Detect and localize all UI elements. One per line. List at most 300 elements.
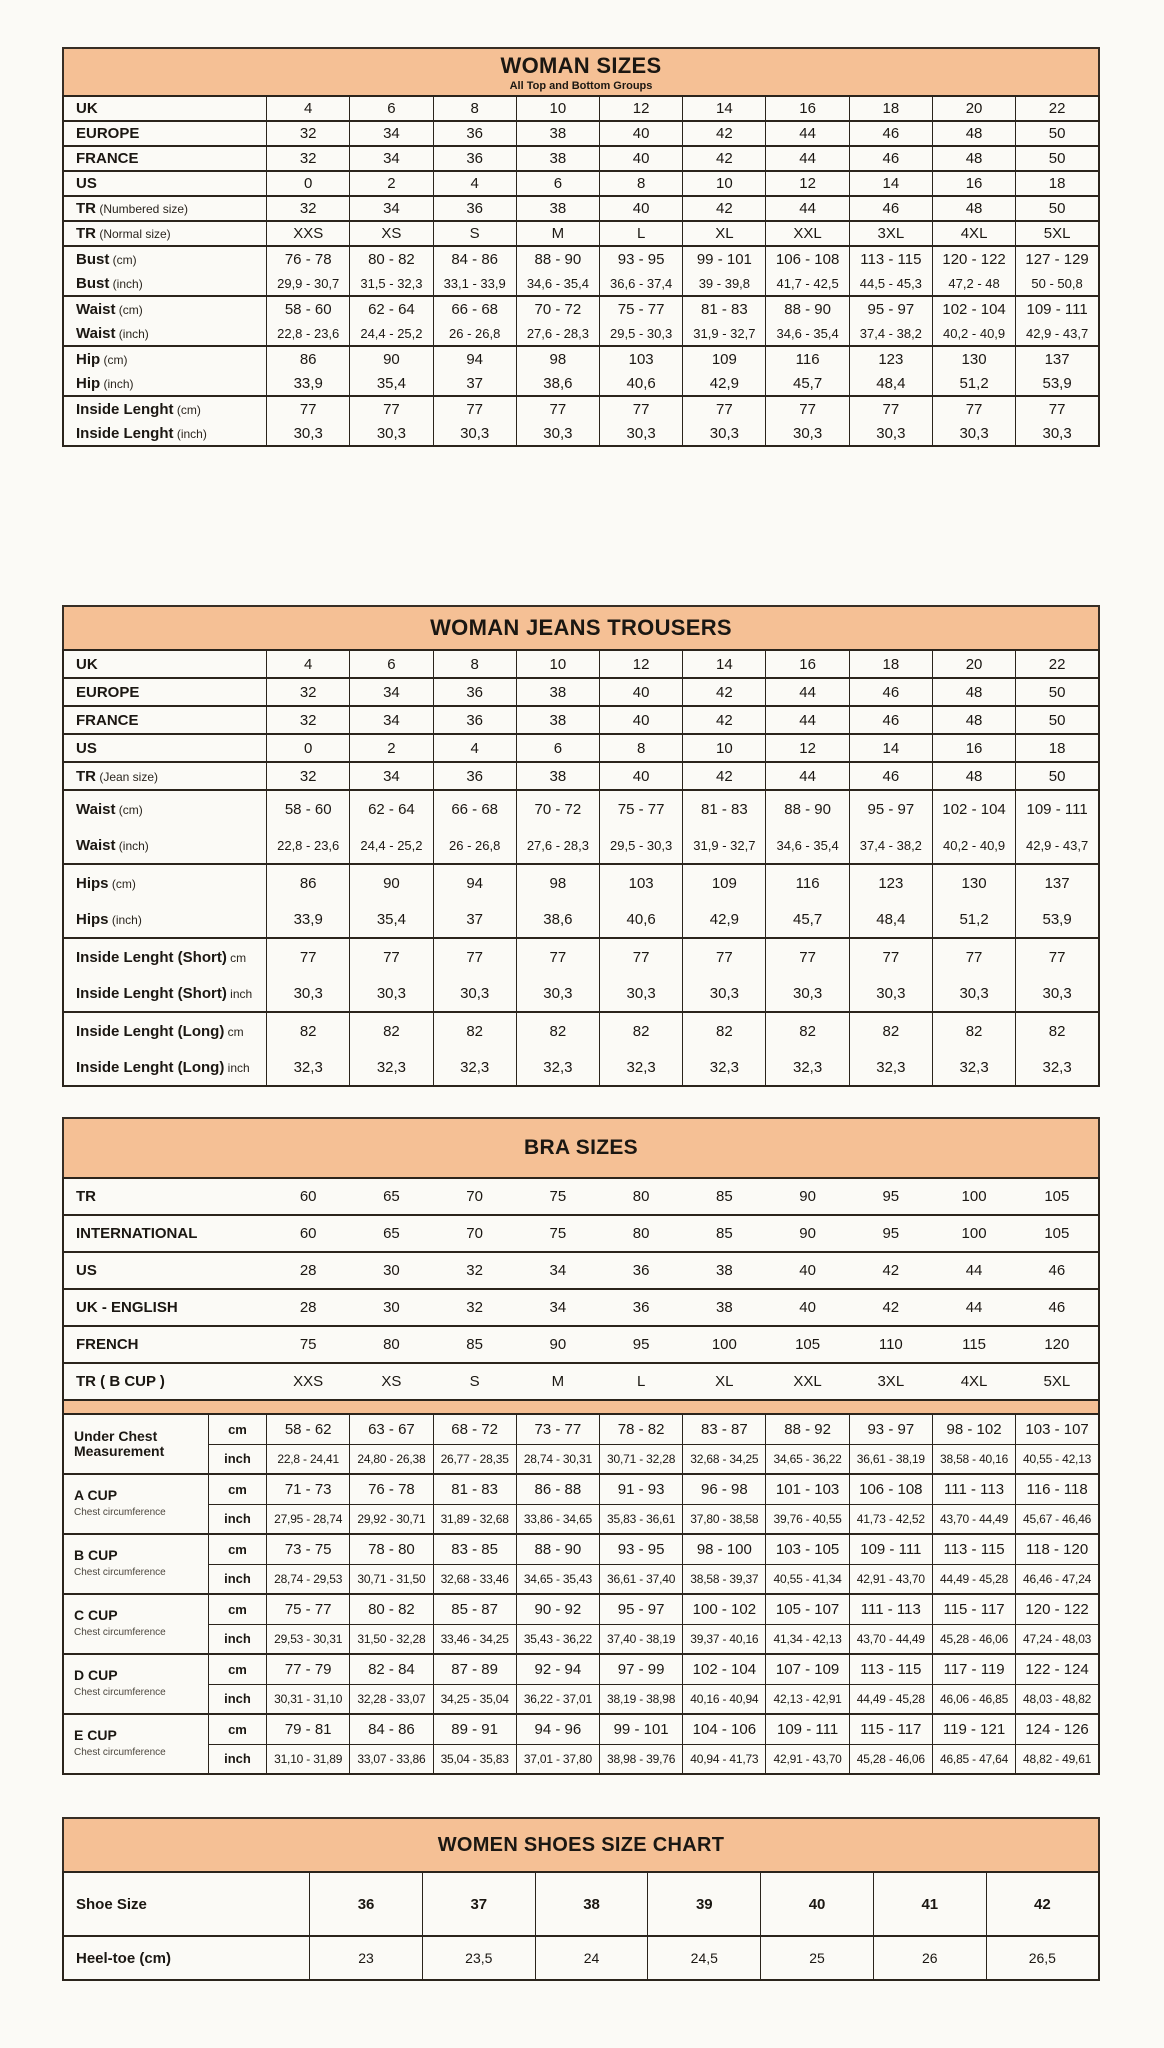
table-row	[63, 371, 1099, 396]
table-cell: 77	[267, 938, 350, 975]
table-cell: 93 - 95	[600, 1534, 683, 1564]
table-cell: 6	[350, 96, 433, 121]
table-row	[63, 827, 1099, 864]
table-cell: 42	[683, 762, 766, 790]
row-label-note: (Normal size)	[96, 227, 171, 241]
woman-sizes-grid	[62, 95, 1100, 447]
table-cell: 85	[683, 1178, 766, 1215]
row-label-note: (cm)	[115, 302, 143, 317]
table-cell: 46	[1016, 1289, 1099, 1326]
table-cell: 37	[433, 371, 516, 396]
table-cell: 6	[516, 171, 599, 196]
table-cell: 39 - 39,8	[683, 271, 766, 296]
table-row	[63, 1624, 1099, 1654]
table-row	[63, 296, 1099, 321]
table-cell: 36,6 - 37,4	[600, 271, 683, 296]
row-label	[63, 1474, 208, 1534]
table-cell: 80 - 82	[350, 1594, 433, 1624]
table-cell: 36	[433, 196, 516, 221]
table-cell: 90 - 92	[516, 1594, 599, 1624]
row-label-text: Shoe Size	[76, 1895, 147, 1913]
row-label-text: Inside Lenght (Long)	[76, 1058, 225, 1076]
row-label-text: Waist	[76, 324, 116, 342]
table-cell: 93 - 95	[600, 246, 683, 271]
table-cell: 123	[849, 864, 932, 901]
table-cell: 38	[535, 1872, 648, 1936]
unit-label: inch	[208, 1684, 266, 1714]
table-cell: 36,22 - 37,01	[516, 1684, 599, 1714]
row-label-note: Chest circumference	[74, 1567, 166, 1578]
row-label-text: C CUP	[74, 1607, 118, 1623]
table-cell: 44,49 - 45,28	[932, 1564, 1015, 1594]
table-cell: 84 - 86	[433, 246, 516, 271]
table-cell: 68 - 72	[433, 1414, 516, 1444]
table-cell: 137	[1016, 864, 1099, 901]
table-cell: 27,95 - 28,74	[267, 1504, 350, 1534]
table-cell: 38	[516, 196, 599, 221]
table-cell: 32,3	[766, 1049, 849, 1086]
table-cell: 124 - 126	[1016, 1714, 1099, 1744]
table-cell: 77	[766, 938, 849, 975]
row-label-text: UK - ENGLISH	[76, 1299, 178, 1316]
table-cell: 36	[433, 762, 516, 790]
table-cell: 77 - 79	[267, 1654, 350, 1684]
table-cell: 32	[433, 1289, 516, 1326]
table-cell: XL	[683, 1363, 766, 1400]
unit-label: cm	[208, 1474, 266, 1504]
table-cell: 81 - 83	[433, 1474, 516, 1504]
table-cell: 45,28 - 46,06	[849, 1744, 932, 1774]
table-cell: 10	[683, 171, 766, 196]
row-label-note: (inch)	[108, 912, 142, 927]
row-label-text: US	[76, 739, 97, 757]
table-cell: 103 - 105	[766, 1534, 849, 1564]
table-cell: 48,82 - 49,61	[1016, 1744, 1099, 1774]
table-cell: 42	[986, 1872, 1099, 1936]
table-cell: 86	[267, 864, 350, 901]
table-cell: 3XL	[849, 221, 932, 246]
row-label-text: FRANCE	[76, 150, 139, 167]
table-cell: 120 - 122	[932, 246, 1015, 271]
table-cell: 96 - 98	[683, 1474, 766, 1504]
table-cell: 24,80 - 26,38	[350, 1444, 433, 1474]
row-label	[63, 1049, 267, 1086]
table-cell: 116 - 118	[1016, 1474, 1099, 1504]
table-cell: 32,3	[932, 1049, 1015, 1086]
table-cell: 50	[1016, 706, 1099, 734]
table-cell: 33,07 - 33,86	[350, 1744, 433, 1774]
table-cell: XXS	[267, 1363, 350, 1400]
table-cell: 32,68 - 33,46	[433, 1564, 516, 1594]
table-cell: 40,6	[600, 371, 683, 396]
table-cell: 18	[849, 96, 932, 121]
table-cell: 100	[932, 1215, 1015, 1252]
table-cell: 27,6 - 28,3	[516, 827, 599, 864]
table-cell: 80	[600, 1215, 683, 1252]
table-cell: 39,76 - 40,55	[766, 1504, 849, 1534]
table-cell: 30,3	[1016, 421, 1099, 446]
table-cell: 37	[433, 901, 516, 938]
table-cell: 34,6 - 35,4	[766, 827, 849, 864]
table-cell: 30,3	[267, 975, 350, 1012]
table-cell: 26 - 26,8	[433, 321, 516, 346]
table-cell: 4XL	[932, 1363, 1015, 1400]
row-label	[63, 1594, 208, 1654]
table-cell: 95	[849, 1178, 932, 1215]
table-cell: 99 - 101	[683, 246, 766, 271]
table-cell: 34	[350, 146, 433, 171]
table-cell: 31,5 - 32,3	[350, 271, 433, 296]
table-cell: 4	[267, 650, 350, 678]
table-cell: 38	[683, 1289, 766, 1326]
row-label-note: (inch)	[115, 838, 149, 853]
row-label-text: INTERNATIONAL	[76, 1225, 198, 1242]
row-label	[63, 706, 267, 734]
table-cell: 34,6 - 35,4	[766, 321, 849, 346]
table-cell: 35,83 - 36,61	[600, 1504, 683, 1534]
table-cell: 40	[600, 121, 683, 146]
table-title: WOMAN SIZES	[500, 52, 662, 78]
table-cell: 34	[516, 1289, 599, 1326]
divider-row	[63, 1400, 1099, 1414]
table-cell: 75	[516, 1178, 599, 1215]
table-cell: 45,28 - 46,06	[932, 1624, 1015, 1654]
table-cell: 82	[1016, 1012, 1099, 1049]
table-cell: 48	[932, 706, 1015, 734]
row-label	[63, 1714, 208, 1774]
table-cell: 46	[849, 762, 932, 790]
table-cell: 116	[766, 864, 849, 901]
table-cell: 33,1 - 33,9	[433, 271, 516, 296]
table-cell: 37,4 - 38,2	[849, 321, 932, 346]
table-cell: 40,2 - 40,9	[932, 827, 1015, 864]
row-label-text: Inside Lenght	[76, 424, 174, 442]
table-cell: 41,7 - 42,5	[766, 271, 849, 296]
table-cell: 62 - 64	[350, 790, 433, 827]
table-cell: 82	[516, 1012, 599, 1049]
table-cell: 94	[433, 864, 516, 901]
table-cell: 31,10 - 31,89	[267, 1744, 350, 1774]
table-cell: 5XL	[1016, 221, 1099, 246]
table-cell: 95	[849, 1215, 932, 1252]
row-label	[63, 196, 267, 221]
row-label-note: cm	[226, 950, 247, 965]
bra-sizes-grid	[62, 1177, 1100, 1775]
table-cell: 51,2	[932, 371, 1015, 396]
table-cell: 38,19 - 38,98	[600, 1684, 683, 1714]
table-cell: 77	[766, 396, 849, 421]
table-cell: 14	[683, 96, 766, 121]
table-cell: 95	[600, 1326, 683, 1363]
row-label	[63, 762, 267, 790]
table-cell: 103	[600, 346, 683, 371]
table-cell: 30,3	[849, 421, 932, 446]
table-cell: 34	[350, 196, 433, 221]
unit-label: cm	[208, 1714, 266, 1744]
table-cell: 111 - 113	[932, 1474, 1015, 1504]
row-label-note: (inch)	[109, 276, 143, 291]
table-cell: 48	[932, 121, 1015, 146]
table-cell: 82	[433, 1012, 516, 1049]
row-label-note: (inch)	[100, 376, 134, 391]
table-cell: 94 - 96	[516, 1714, 599, 1744]
table-cell: 23	[310, 1936, 423, 1980]
table-cell: 38,58 - 40,16	[932, 1444, 1015, 1474]
table-cell: 94	[433, 346, 516, 371]
table-cell: 109 - 111	[1016, 790, 1099, 827]
table-cell: 82	[683, 1012, 766, 1049]
table-cell: 44	[766, 196, 849, 221]
shoes-grid	[62, 1871, 1100, 1981]
table-cell: 32,3	[433, 1049, 516, 1086]
table-cell: 78 - 82	[600, 1414, 683, 1444]
row-label	[63, 121, 267, 146]
table-cell: 30,3	[600, 421, 683, 446]
table-cell: 32,3	[683, 1049, 766, 1086]
table-cell: 27,6 - 28,3	[516, 321, 599, 346]
row-label-text: US	[76, 1262, 97, 1279]
unit-label: cm	[208, 1594, 266, 1624]
table-cell: 103	[600, 864, 683, 901]
bra-sizes-table	[62, 1117, 1100, 1775]
table-row	[63, 678, 1099, 706]
table-cell: 48	[932, 196, 1015, 221]
table-cell: 42	[683, 706, 766, 734]
table-cell: 70	[433, 1215, 516, 1252]
unit-label: inch	[208, 1564, 266, 1594]
table-cell: 43,70 - 44,49	[849, 1624, 932, 1654]
table-row	[63, 1534, 1099, 1564]
table-cell: 37	[422, 1872, 535, 1936]
table-cell: 46,46 - 47,24	[1016, 1564, 1099, 1594]
row-label	[63, 146, 267, 171]
table-cell: 29,5 - 30,3	[600, 321, 683, 346]
row-label-text: US	[76, 175, 97, 192]
table-cell: 37,4 - 38,2	[849, 827, 932, 864]
table-cell: 90	[516, 1326, 599, 1363]
table-cell: 106 - 108	[849, 1474, 932, 1504]
table-cell: 95 - 97	[600, 1594, 683, 1624]
table-cell: 18	[1016, 171, 1099, 196]
table-cell: 50	[1016, 146, 1099, 171]
table-cell: 75 - 77	[600, 790, 683, 827]
table-cell: 30	[350, 1289, 433, 1326]
table-cell: 34,25 - 35,04	[433, 1684, 516, 1714]
table-cell: 12	[600, 96, 683, 121]
row-label-text: Hip	[76, 350, 101, 368]
row-label	[63, 1363, 267, 1400]
table-cell: 75	[267, 1326, 350, 1363]
table-cell: 44,5 - 45,3	[849, 271, 932, 296]
table-cell: 66 - 68	[433, 296, 516, 321]
table-cell: 82	[350, 1012, 433, 1049]
table-cell: 41	[873, 1872, 986, 1936]
table-cell: 42	[683, 196, 766, 221]
unit-label: cm	[208, 1534, 266, 1564]
table-cell: 100	[683, 1326, 766, 1363]
row-label-text: TR ( B CUP )	[76, 1373, 165, 1390]
table-cell: 77	[433, 396, 516, 421]
table-cell: 88 - 92	[766, 1414, 849, 1444]
row-label-note: (cm)	[109, 252, 137, 267]
table-cell: 38,98 - 39,76	[600, 1744, 683, 1774]
table-cell: 70 - 72	[516, 296, 599, 321]
table-cell: 30,3	[1016, 975, 1099, 1012]
table-cell: 88 - 90	[766, 296, 849, 321]
table-cell: 18	[1016, 734, 1099, 762]
table-cell: 26,77 - 28,35	[433, 1444, 516, 1474]
table-cell: 85	[683, 1215, 766, 1252]
table-row	[63, 901, 1099, 938]
bra-sizes-rows	[63, 1178, 1099, 1774]
row-label	[63, 1252, 267, 1289]
table-cell: 77	[267, 396, 350, 421]
table-cell: 35,4	[350, 901, 433, 938]
table-cell: 40	[766, 1289, 849, 1326]
table-cell: 0	[267, 171, 350, 196]
table-cell: 86 - 88	[516, 1474, 599, 1504]
table-cell: 113 - 115	[849, 1654, 932, 1684]
table-cell: 50	[1016, 196, 1099, 221]
table-cell: 30,3	[766, 421, 849, 446]
table-cell: 4	[267, 96, 350, 121]
table-cell: 12	[766, 734, 849, 762]
table-cell: 34,65 - 35,43	[516, 1564, 599, 1594]
row-label-text: Inside Lenght	[76, 400, 174, 418]
table-cell: 40	[600, 146, 683, 171]
table-cell: 77	[350, 938, 433, 975]
row-label-text: EUROPE	[76, 125, 140, 142]
table-cell: XS	[350, 1363, 433, 1400]
table-cell: 50	[1016, 762, 1099, 790]
row-label-text: TR	[76, 200, 96, 217]
table-cell: 0	[267, 734, 350, 762]
table-cell: 37,40 - 38,19	[600, 1624, 683, 1654]
table-cell: 42,9 - 43,7	[1016, 827, 1099, 864]
row-label	[63, 827, 267, 864]
table-cell: 26,5	[986, 1936, 1099, 1980]
table-cell: 107 - 109	[766, 1654, 849, 1684]
table-row	[63, 975, 1099, 1012]
table-row	[63, 1363, 1099, 1400]
table-cell: 36	[600, 1252, 683, 1289]
table-cell: 10	[683, 734, 766, 762]
row-label-text: FRANCE	[76, 711, 139, 729]
table-cell: 127 - 129	[1016, 246, 1099, 271]
table-cell: 47,24 - 48,03	[1016, 1624, 1099, 1654]
table-cell: 14	[849, 734, 932, 762]
table-row	[63, 1714, 1099, 1744]
table-cell: 130	[932, 864, 1015, 901]
row-label-text: UK	[76, 655, 98, 673]
table-cell: 44	[766, 762, 849, 790]
table-cell: 16	[766, 96, 849, 121]
table-cell: 6	[350, 650, 433, 678]
table-cell: 22	[1016, 650, 1099, 678]
table-cell: 30	[350, 1252, 433, 1289]
table-cell: 77	[849, 396, 932, 421]
table-row	[63, 1474, 1099, 1504]
table-cell: 46	[849, 121, 932, 146]
table-cell: 101 - 103	[766, 1474, 849, 1504]
row-label	[63, 1215, 267, 1252]
table-title: WOMEN SHOES SIZE CHART	[437, 1833, 725, 1856]
table-cell: 40,6	[600, 901, 683, 938]
table-cell: 47,2 - 48	[932, 271, 1015, 296]
unit-label: inch	[208, 1624, 266, 1654]
table-cell: 36	[433, 121, 516, 146]
table-cell: 85	[433, 1326, 516, 1363]
table-cell: 83 - 87	[683, 1414, 766, 1444]
table-cell: 102 - 104	[932, 790, 1015, 827]
row-label-text: A CUP	[74, 1487, 118, 1503]
table-cell: 80	[600, 1178, 683, 1215]
table-cell: 24,4 - 25,2	[350, 827, 433, 864]
table-cell: 20	[932, 650, 1015, 678]
woman-jeans-header	[62, 605, 1100, 649]
table-cell: 85 - 87	[433, 1594, 516, 1624]
table-cell: 18	[849, 650, 932, 678]
table-cell: 33,86 - 34,65	[516, 1504, 599, 1534]
table-row	[63, 1684, 1099, 1714]
table-cell: 113 - 115	[849, 246, 932, 271]
row-label-note: Chest circumference	[74, 1507, 166, 1518]
row-label	[63, 421, 267, 446]
table-row	[63, 1594, 1099, 1624]
table-cell: 50	[1016, 121, 1099, 146]
row-label	[63, 171, 267, 196]
table-row	[63, 96, 1099, 121]
table-cell: 93 - 97	[849, 1414, 932, 1444]
table-subtitle: All Top and Bottom Groups	[509, 79, 653, 92]
table-cell: 37,80 - 38,58	[683, 1504, 766, 1534]
table-cell: 40	[600, 706, 683, 734]
table-cell: 32,3	[267, 1049, 350, 1086]
table-cell: 32,3	[849, 1049, 932, 1086]
table-cell: 42,91 - 43,70	[849, 1564, 932, 1594]
table-cell: 40	[766, 1252, 849, 1289]
table-cell: 95 - 97	[849, 790, 932, 827]
table-cell: 91 - 93	[600, 1474, 683, 1504]
table-cell: 115	[932, 1326, 1015, 1363]
table-cell: 42	[683, 121, 766, 146]
table-cell: 50 - 50,8	[1016, 271, 1099, 296]
table-cell: 122 - 124	[1016, 1654, 1099, 1684]
row-label	[63, 1936, 310, 1980]
table-cell: 29,5 - 30,3	[600, 827, 683, 864]
table-cell: 30,3	[849, 975, 932, 1012]
table-cell: 36,61 - 37,40	[600, 1564, 683, 1594]
table-cell: 80	[350, 1326, 433, 1363]
table-cell: 113 - 115	[932, 1534, 1015, 1564]
table-cell: 10	[516, 96, 599, 121]
table-cell: 46	[849, 196, 932, 221]
table-cell: 88 - 90	[766, 790, 849, 827]
table-cell: 30,3	[516, 975, 599, 1012]
row-label-text: Inside Lenght (Short)	[76, 948, 227, 966]
table-row	[63, 1326, 1099, 1363]
row-label	[63, 790, 267, 827]
table-cell: 35,43 - 36,22	[516, 1624, 599, 1654]
table-cell: 42,9 - 43,7	[1016, 321, 1099, 346]
table-cell: 28	[267, 1289, 350, 1326]
row-label	[63, 938, 267, 975]
table-cell: 40	[600, 762, 683, 790]
table-cell: 32,3	[600, 1049, 683, 1086]
table-cell: 105	[1016, 1215, 1099, 1252]
table-cell: 77	[600, 396, 683, 421]
table-cell: 103 - 107	[1016, 1414, 1099, 1444]
